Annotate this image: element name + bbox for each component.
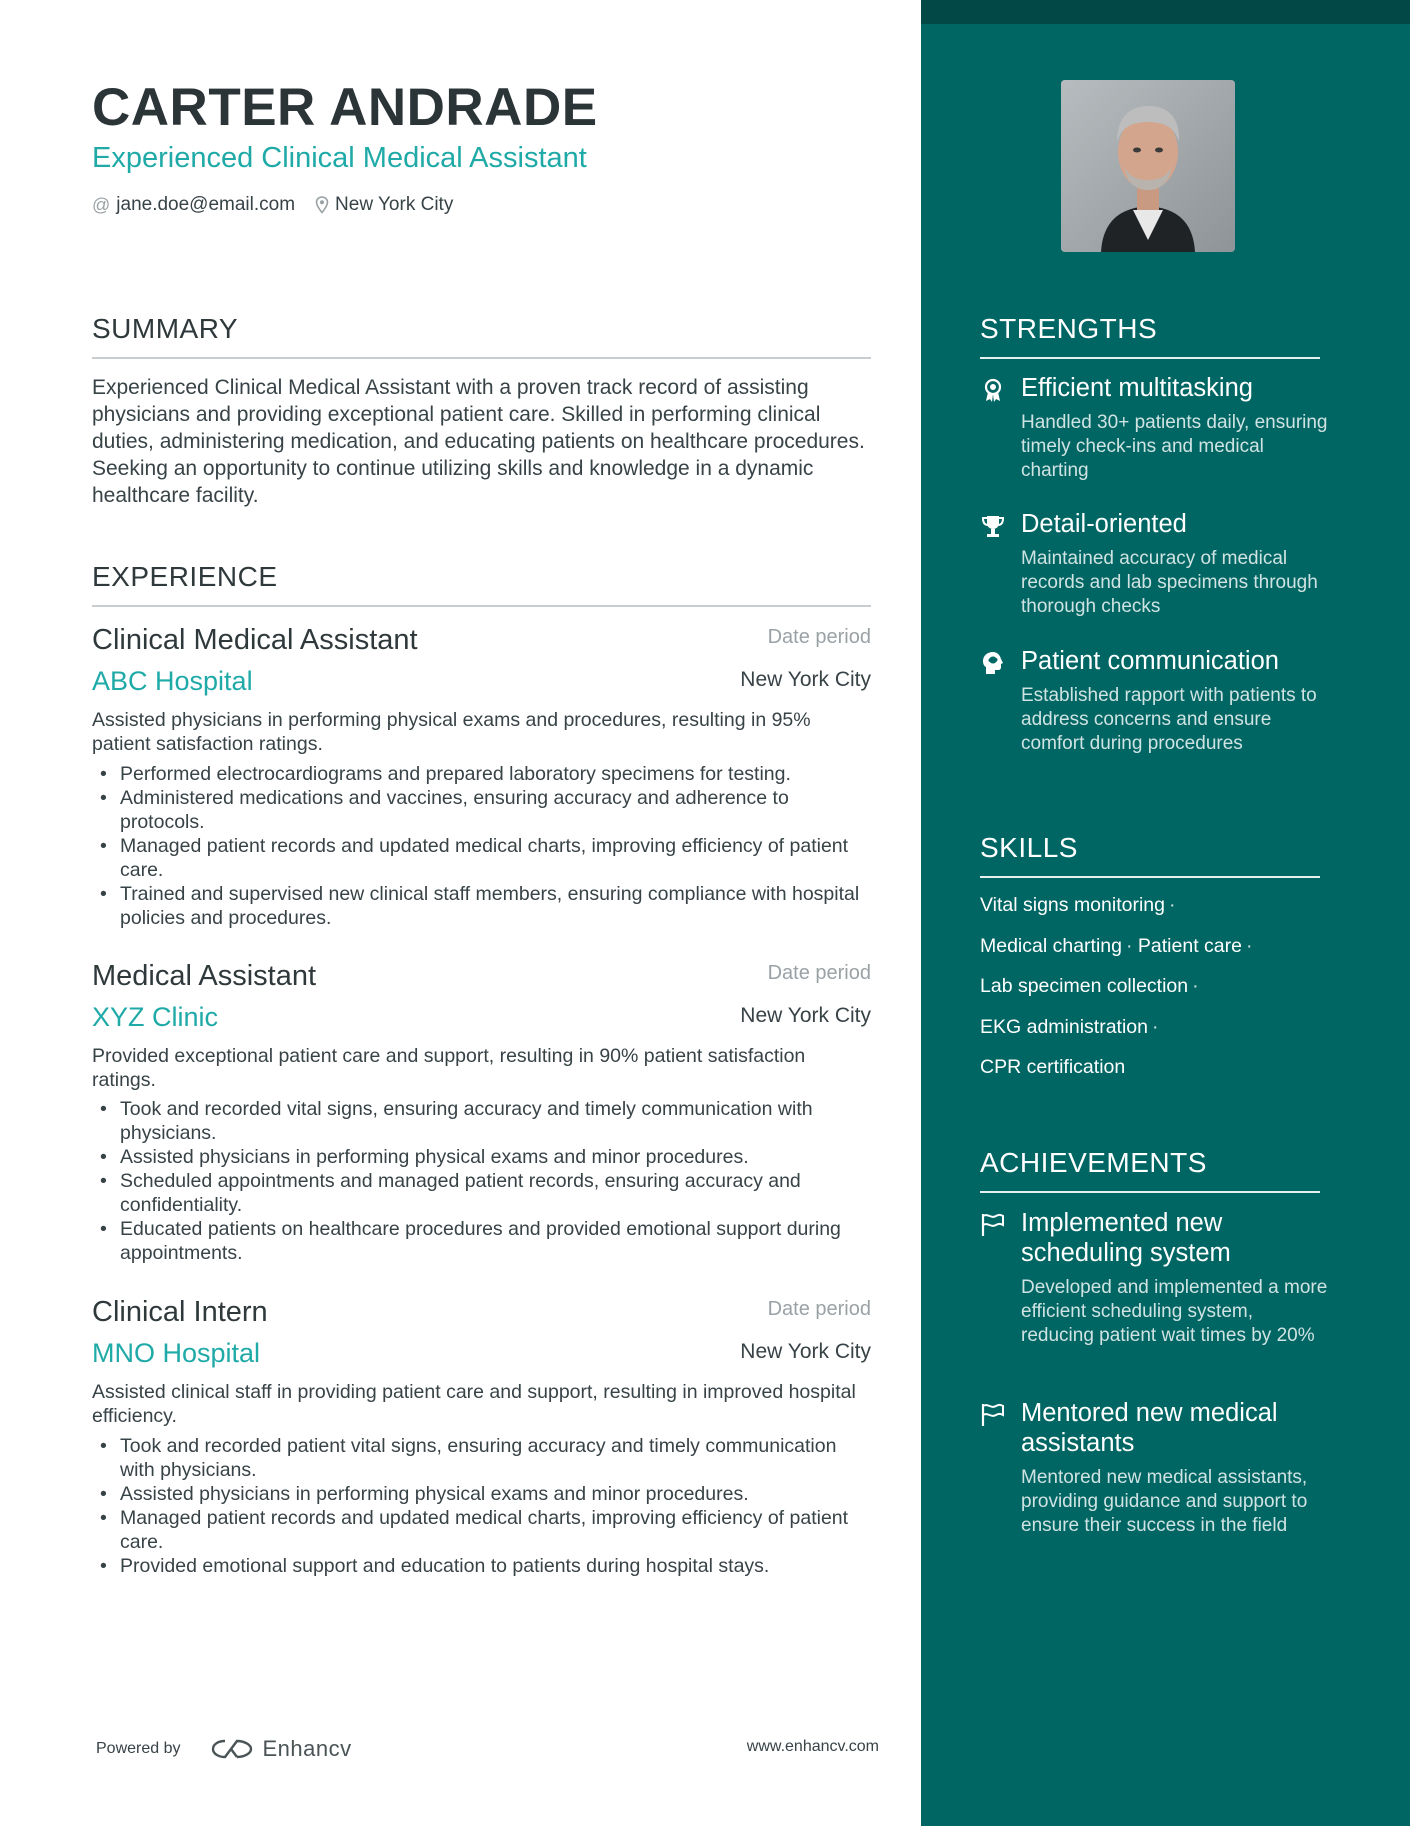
location-contact xyxy=(315,194,453,216)
skill-tag: EKG administration xyxy=(980,1016,1148,1038)
main-column xyxy=(92,0,879,1826)
strengths-divider xyxy=(980,357,1320,359)
email-text: jane.doe@email.com xyxy=(116,194,296,215)
job-location: New York City xyxy=(740,668,871,691)
candidate-name: CARTER ANDRADE xyxy=(92,78,598,137)
contact-row xyxy=(92,192,473,218)
location-text: New York City xyxy=(335,194,454,215)
skill-line: Vital signs monitoring · xyxy=(980,894,1176,916)
job-bullets xyxy=(92,1097,871,1265)
enhancv-brand: Enhancv xyxy=(262,1736,352,1761)
skill-tag: CPR certification xyxy=(980,1056,1126,1078)
achievement-title: Mentored new medical assistants xyxy=(1021,1399,1278,1457)
skill-tag: Vital signs monitoring xyxy=(980,894,1165,916)
skill-line xyxy=(980,1055,1125,1079)
skill-tag: Medical charting xyxy=(980,935,1122,957)
job-description: Assisted physicians in performing physical exams and procedures, resulting in 95% patient satisfaction ratings. xyxy=(92,709,811,755)
achievement-text: Mentored new medical assistants, providing guidance and support to ensure their success in the field xyxy=(1021,1467,1308,1536)
award-ribbon-icon xyxy=(980,377,1006,403)
job-company: ABC Hospital xyxy=(92,666,253,696)
job-bullets xyxy=(92,1434,871,1578)
sidebar-top-band xyxy=(921,0,1410,24)
flag-icon xyxy=(980,1402,1006,1428)
strength-title: Patient communication xyxy=(1021,647,1279,675)
job-bullet: • Performed electrocardiograms and prepared laboratory specimens for testing. xyxy=(92,762,871,786)
skill-line: Medical charting · Patient care · xyxy=(980,935,1253,957)
summary-text: Experienced Clinical Medical Assistant with a proven track record of assisting physicians and providing exceptional patient care. Skilled in performing clinical duties, administering medication, and educating patients on healthcare procedures. Seeking an opportunity to continue utilizing skills and knowledge in a dynamic healthcare facility. xyxy=(92,376,865,507)
strength-text: Maintained accuracy of medical records and lab specimens through thorough checks xyxy=(1021,548,1318,617)
achievements-divider xyxy=(980,1191,1320,1193)
strength-title: Efficient multitasking xyxy=(1021,374,1253,402)
job-date: Date period xyxy=(767,626,871,648)
job-bullet: • Assisted physicians in performing physical exams and minor procedures. xyxy=(92,1145,871,1169)
strength-text: Handled 30+ patients daily, ensuring timely check-ins and medical charting xyxy=(1021,412,1328,481)
skill-line: EKG administration · xyxy=(980,1016,1159,1038)
job-bullets xyxy=(92,762,871,930)
job-company: XYZ Clinic xyxy=(92,1002,219,1032)
candidate-headline: Experienced Clinical Medical Assistant xyxy=(92,142,587,174)
experience-divider xyxy=(92,605,871,607)
strength-text: Established rapport with patients to address concerns and ensure comfort during procedures xyxy=(1021,685,1317,754)
footer-url[interactable]: www.enhancv.com xyxy=(746,1738,879,1755)
summary-heading: SUMMARY xyxy=(92,313,239,344)
profile-photo xyxy=(1061,80,1235,252)
job-bullet: • Took and recorded patient vital signs, ensuring accuracy and timely communication with physicians. xyxy=(92,1434,871,1482)
strengths-heading: STRENGTHS xyxy=(980,313,1158,344)
job-title: Clinical Intern xyxy=(92,1296,268,1328)
sidebar xyxy=(921,0,1410,1826)
enhancv-logo-icon xyxy=(209,1737,255,1761)
achievement-title: Implemented new scheduling system xyxy=(1021,1209,1231,1267)
footer-powered-by xyxy=(96,1736,352,1762)
skills-heading: SKILLS xyxy=(980,832,1078,863)
job-bullet: • Provided emotional support and education to patients during hospital stays. xyxy=(92,1554,871,1578)
email-contact[interactable] xyxy=(92,194,295,216)
job-bullet: • Took and recorded vital signs, ensuring accuracy and timely communication with physicians. xyxy=(92,1097,871,1145)
job-bullet: • Educated patients on healthcare procedures and provided emotional support during appointments. xyxy=(92,1217,871,1265)
job-bullet: • Assisted physicians in performing physical exams and minor procedures. xyxy=(92,1482,871,1506)
job-location: New York City xyxy=(740,1004,871,1027)
skill-tag: Patient care xyxy=(1137,935,1242,957)
job-date: Date period xyxy=(767,962,871,984)
experience-heading: EXPERIENCE xyxy=(92,561,278,592)
job-title: Clinical Medical Assistant xyxy=(92,624,418,656)
skill-tag: Lab specimen collection xyxy=(980,975,1189,997)
flag-icon xyxy=(980,1212,1006,1238)
job-bullet: • Administered medications and vaccines, ensuring accuracy and adherence to protocols. xyxy=(92,786,871,834)
skills-divider xyxy=(980,876,1320,878)
job-title: Medical Assistant xyxy=(92,960,317,992)
strength-title: Detail-oriented xyxy=(1021,510,1187,538)
map-pin-icon xyxy=(315,196,329,214)
job-bullet: • Managed patient records and updated medical charts, improving efficiency of patient care. xyxy=(92,1506,871,1554)
achievement-text: Developed and implemented a more efficient scheduling system, reducing patient wait times by 20% xyxy=(1021,1277,1328,1346)
job-company: MNO Hospital xyxy=(92,1338,261,1368)
achievements-heading: ACHIEVEMENTS xyxy=(980,1147,1207,1178)
summary-divider xyxy=(92,357,871,359)
job-location: New York City xyxy=(740,1340,871,1363)
powered-by-label: Powered by xyxy=(96,1740,181,1757)
skill-line: Lab specimen collection · xyxy=(980,975,1199,997)
job-bullet: • Scheduled appointments and managed patient records, ensuring accuracy and confidentiality. xyxy=(92,1169,871,1217)
job-date: Date period xyxy=(767,1298,871,1320)
at-sign-icon: @ xyxy=(92,194,111,215)
trophy-icon xyxy=(980,513,1006,539)
job-description: Assisted clinical staff in providing patient care and support, resulting in improved hospital efficiency. xyxy=(92,1381,856,1427)
enhancv-logo[interactable] xyxy=(209,1736,352,1762)
job-description: Provided exceptional patient care and support, resulting in 90% patient satisfaction ratings. xyxy=(92,1045,806,1091)
job-bullet: • Trained and supervised new clinical staff members, ensuring compliance with hospital policies and procedures. xyxy=(92,882,871,930)
head-brain-icon xyxy=(980,650,1006,676)
job-bullet: • Managed patient records and updated medical charts, improving efficiency of patient care. xyxy=(92,834,871,882)
